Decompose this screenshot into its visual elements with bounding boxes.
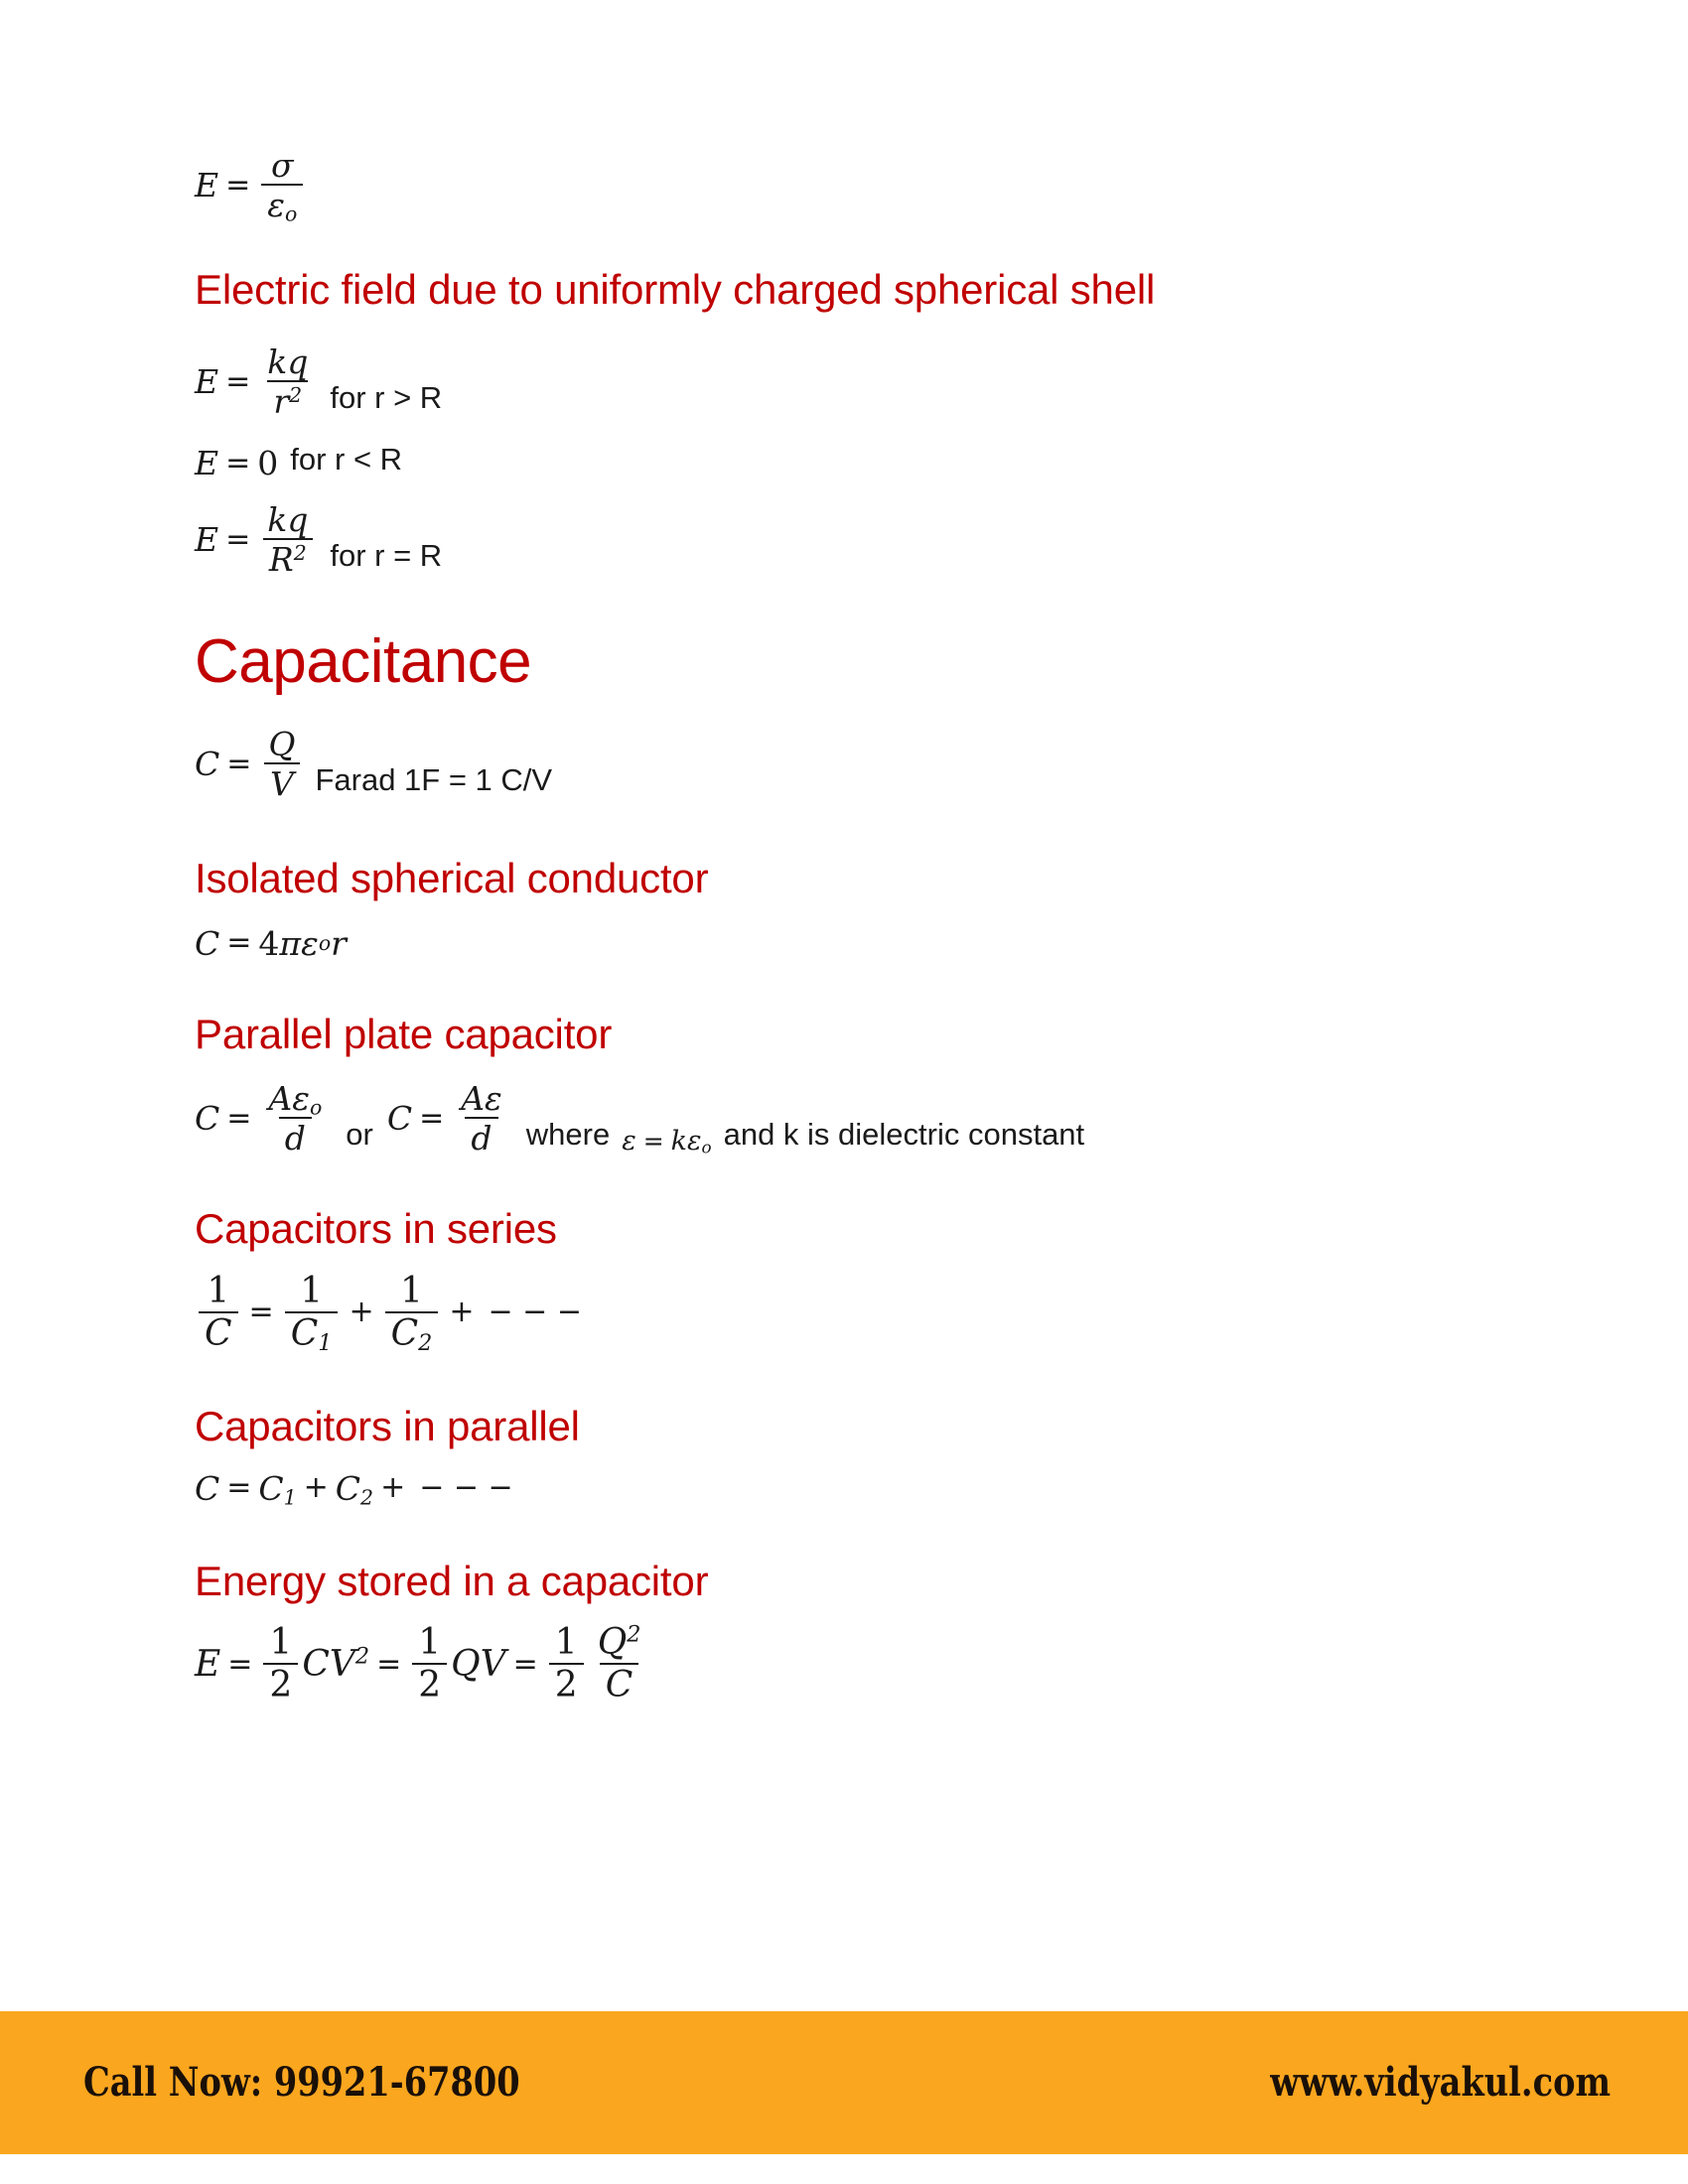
equals-sign: = xyxy=(225,363,251,399)
heading-capacitance: Capacitance xyxy=(195,627,532,697)
plus-sign: + xyxy=(449,1295,475,1330)
formula-row-parallel xyxy=(195,1468,1585,1510)
fraction-denominator: d xyxy=(465,1117,497,1155)
formula-lhs: C xyxy=(195,1099,220,1139)
formula-shell-inside xyxy=(195,444,279,483)
epsilon-symbol: ε xyxy=(301,923,319,963)
formula-row-isolated-sphere xyxy=(195,923,1585,963)
ellipsis-dashes: − − − xyxy=(488,1295,582,1330)
fraction-numerator: Q xyxy=(268,725,296,764)
fraction-numerator: $A\varepsilon_o$ xyxy=(268,1079,323,1120)
farad-note: Farad 1F = 1 C/V xyxy=(315,762,553,798)
formula-row-series xyxy=(195,1270,1585,1356)
equals-sign: = xyxy=(226,925,252,961)
fraction xyxy=(263,1622,298,1706)
formula-energy-stored xyxy=(195,1621,650,1706)
formula-row-shell-inside xyxy=(195,442,1585,483)
dielectric-tail-text: and k is dielectric constant xyxy=(723,1117,1085,1153)
fraction xyxy=(549,1622,584,1706)
fraction xyxy=(412,1622,447,1706)
formula-isolated-sphere: C = 4 π ε o r xyxy=(195,923,347,963)
fraction-denominator: $R^2$ xyxy=(263,538,313,576)
heading-parallel-plate-capacitor: Parallel plate capacitor xyxy=(195,1010,613,1057)
heading-energy-stored: Energy stored in a capacitor xyxy=(195,1557,709,1604)
conjunction-or: or xyxy=(346,1117,373,1153)
plus-sign: + xyxy=(349,1295,374,1330)
fraction-denominator: C xyxy=(199,1311,238,1352)
fraction-denominator: $\varepsilon_o$ xyxy=(261,184,303,221)
formula-parallel-plate-dielectric xyxy=(386,1079,512,1159)
term-c2: $C_2$ xyxy=(335,1468,374,1510)
formula-lhs: E xyxy=(195,166,219,205)
fraction-denominator: $C_1$ xyxy=(285,1311,339,1352)
formula-capacitance-definition xyxy=(195,725,305,804)
formula-row-shell-outside xyxy=(195,342,1585,422)
formula-dielectric-relation xyxy=(622,1126,712,1158)
equals-sign: = xyxy=(642,1127,664,1157)
heading-capacitors-in-parallel: Capacitors in parallel xyxy=(195,1402,580,1449)
formula-lhs: C xyxy=(195,745,220,784)
fraction-denominator: d xyxy=(279,1117,312,1155)
formula-shell-surface xyxy=(195,500,318,580)
equals-sign: = xyxy=(226,1100,252,1136)
radius-symbol: r xyxy=(331,923,347,963)
term-cv-squared: $CV^2$ xyxy=(302,1643,370,1685)
fraction-denominator: $r^2$ xyxy=(267,380,308,418)
equals-sign: = xyxy=(226,1470,252,1506)
pi-symbol: π xyxy=(279,923,302,963)
formula-shell-outside xyxy=(195,342,318,422)
fraction-numerator: 1 xyxy=(554,1622,578,1664)
equals-sign: = xyxy=(376,1646,402,1682)
footer-banner xyxy=(0,2011,1688,2154)
footer-website-link[interactable]: www.vidyakul.com xyxy=(1270,2059,1611,2106)
condition-text: for r = R xyxy=(330,538,443,574)
formula-lhs: C xyxy=(386,1099,413,1139)
formula-row-shell-surface xyxy=(195,500,1585,580)
formula-rhs: 0 xyxy=(257,444,279,483)
fraction-numerator: 1 xyxy=(207,1270,230,1311)
plus-sign: + xyxy=(380,1470,406,1506)
condition-text: for r > R xyxy=(330,380,443,416)
term-c1: $C_1$ xyxy=(258,1468,297,1510)
fraction xyxy=(261,146,303,226)
formula-rhs: $k\varepsilon_o$ xyxy=(670,1126,712,1158)
fraction-numerator: Aε xyxy=(461,1079,502,1119)
equals-sign: = xyxy=(225,445,251,480)
fraction-numerator: 1 xyxy=(300,1270,324,1311)
heading-isolated-spherical-conductor: Isolated spherical conductor xyxy=(195,855,709,902)
fraction xyxy=(199,1270,238,1354)
fraction-denominator: C xyxy=(600,1663,639,1704)
fraction-denominator: 2 xyxy=(263,1663,298,1704)
formula-lhs: E xyxy=(195,362,219,402)
term-qv: QV xyxy=(451,1643,506,1685)
formula-sheet-field xyxy=(195,146,1585,226)
fraction-numerator: $Q^2$ xyxy=(597,1621,641,1664)
plus-sign: + xyxy=(303,1470,329,1506)
fraction xyxy=(262,725,301,804)
fraction-numerator: 1 xyxy=(418,1622,442,1664)
fraction-numerator: 1 xyxy=(269,1622,293,1664)
fraction xyxy=(261,500,314,580)
formula-capacitors-parallel xyxy=(195,1468,520,1510)
document-content xyxy=(195,146,1585,1706)
formula-lhs: C xyxy=(195,1468,220,1508)
formula-lhs: E xyxy=(195,444,219,483)
equals-sign: = xyxy=(225,167,251,203)
fraction-numerator: kq xyxy=(267,342,309,382)
fraction xyxy=(592,1621,647,1706)
fraction-denominator: $C_2$ xyxy=(385,1311,439,1352)
fraction xyxy=(262,1079,328,1159)
formula-lhs: E xyxy=(195,1643,221,1685)
formula-lhs: E xyxy=(195,520,219,560)
fraction xyxy=(285,1270,339,1356)
formula-row-capacitance-definition xyxy=(195,725,1585,804)
formula-lhs: ε xyxy=(622,1126,636,1158)
condition-text: for r < R xyxy=(290,442,403,478)
fraction-denominator: 2 xyxy=(412,1663,447,1704)
formula-capacitors-series xyxy=(195,1270,589,1356)
footer-content xyxy=(0,2011,1688,2154)
equals-sign: = xyxy=(225,521,251,557)
formula-lhs: C xyxy=(195,923,220,963)
footer-phone-label[interactable]: Call Now: 99921-67800 xyxy=(83,2059,520,2106)
equals-sign: = xyxy=(248,1295,274,1330)
equals-sign: = xyxy=(512,1646,538,1682)
equals-sign: = xyxy=(419,1100,445,1136)
heading-spherical-shell: Electric field due to uniformly charged spherical shell xyxy=(195,266,1156,313)
fraction-denominator: V xyxy=(264,762,300,800)
equals-sign: = xyxy=(226,746,252,781)
formula-parallel-plate-vacuum xyxy=(195,1079,332,1159)
fraction-numerator: kq xyxy=(267,500,309,540)
fraction xyxy=(261,342,314,422)
heading-capacitors-in-series: Capacitors in series xyxy=(195,1205,557,1253)
equals-sign: = xyxy=(227,1646,253,1682)
formula-field-sheet xyxy=(195,146,307,226)
ellipsis-dashes: − − − xyxy=(419,1470,513,1506)
fraction-denominator: 2 xyxy=(549,1663,584,1704)
formula-row-energy xyxy=(195,1621,1585,1706)
fraction xyxy=(455,1079,508,1159)
formula-row-parallel-plate xyxy=(195,1079,1585,1159)
fraction-numerator: σ xyxy=(270,146,294,185)
fraction xyxy=(385,1270,439,1356)
coefficient: 4 xyxy=(258,923,280,963)
fraction-numerator: 1 xyxy=(400,1270,423,1311)
where-label: where xyxy=(525,1117,611,1153)
